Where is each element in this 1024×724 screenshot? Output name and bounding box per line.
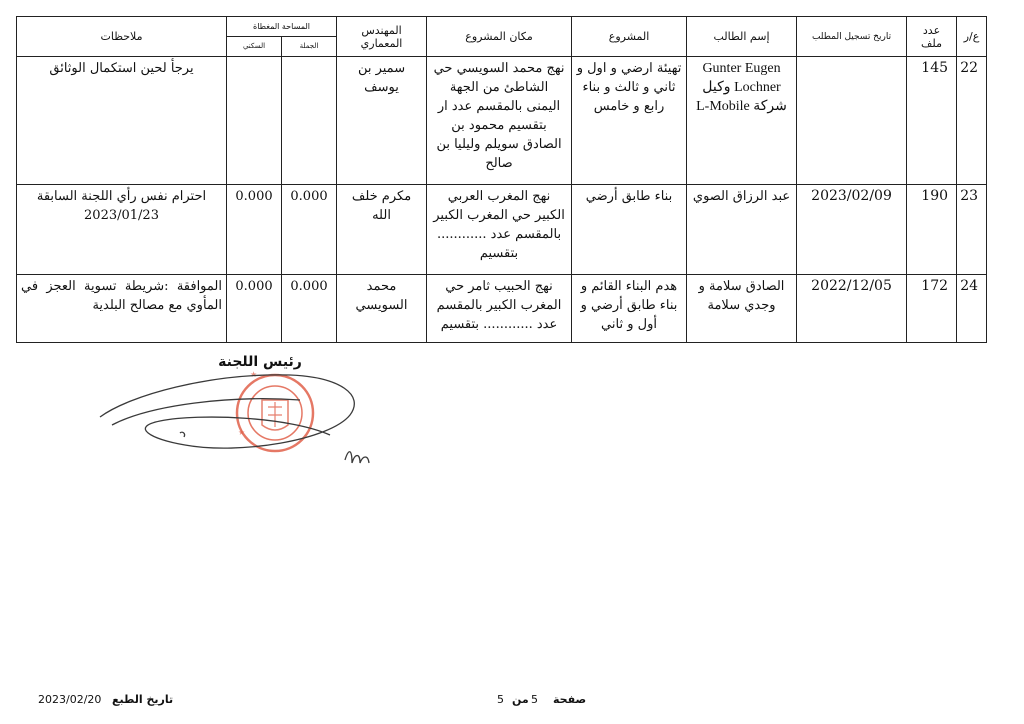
cell-applicant: الصادق سلامة و وجدي سلامة bbox=[687, 275, 797, 343]
cell-notes: الموافقة :شريطة تسوية العجز في المأوي مع مصالح البلدية bbox=[17, 275, 227, 343]
cell-notes: يرجأ لحين استكمال الوثائق bbox=[17, 57, 227, 185]
cell-no: 24 bbox=[957, 275, 987, 343]
cell-area-residential bbox=[227, 57, 282, 185]
cell-area-residential: 0.000 bbox=[227, 185, 282, 275]
header-area-total: الجملة bbox=[282, 37, 337, 57]
cell-registration-date bbox=[797, 57, 907, 185]
cell-architect: سمير بن يوسف bbox=[337, 57, 427, 185]
cell-no: 23 bbox=[957, 185, 987, 275]
handwritten-signature bbox=[100, 375, 369, 463]
print-date-label: تاريخ الطبع bbox=[112, 693, 174, 706]
records-sheet bbox=[16, 16, 986, 343]
cell-location: نهج الحبيب ثامر حي المغرب الكبير بالمقسم عدد ............ بتقسيم bbox=[427, 275, 572, 343]
print-date-value: 2023/02/20 bbox=[38, 693, 102, 706]
table-row bbox=[17, 57, 987, 185]
cell-applicant: Gunter Eugen Lochner وكيل شركة L-Mobile bbox=[687, 57, 797, 185]
page-current: 5 bbox=[531, 693, 538, 706]
cell-project: بناء طابق أرضي bbox=[572, 185, 687, 275]
page-footer bbox=[0, 693, 1024, 713]
header-notes: ملاحظات bbox=[17, 17, 227, 57]
page-total: 5 bbox=[497, 693, 504, 706]
cell-file-number: 190 bbox=[907, 185, 957, 275]
cell-area-total bbox=[282, 57, 337, 185]
header-location: مكان المشروع bbox=[427, 17, 572, 57]
cell-file-number: 145 bbox=[907, 57, 957, 185]
cell-area-residential: 0.000 bbox=[227, 275, 282, 343]
cell-area-total: 0.000 bbox=[282, 275, 337, 343]
cell-project: تهيئة ارضي و اول و ثاني و ثالث و بناء رابع و خامس bbox=[572, 57, 687, 185]
committee-president-label: رئيس اللجنة bbox=[218, 354, 302, 370]
header-covered-area: المساحة المغطاة bbox=[227, 17, 337, 37]
cell-architect: مكرم خلف الله bbox=[337, 185, 427, 275]
cell-registration-date: 2023/02/09 bbox=[797, 185, 907, 275]
cell-project: هدم البناء القائم و بناء طابق أرضي و أول و ثاني bbox=[572, 275, 687, 343]
cell-architect: محمد السويسي bbox=[337, 275, 427, 343]
header-applicant: إسم الطالب bbox=[687, 17, 797, 57]
header-architect: المهندس المعماري bbox=[337, 17, 427, 57]
page-of-label: من bbox=[512, 693, 529, 706]
cell-applicant: عبد الرزاق الصوي bbox=[687, 185, 797, 275]
svg-text:★: ★ bbox=[238, 428, 246, 437]
cell-location: نهج المغرب العربي الكبير حي المغرب الكبير بالمقسم عدد ............ بتقسيم bbox=[427, 185, 572, 275]
signature-and-seal bbox=[90, 355, 390, 485]
cell-notes: احترام نفس رأي اللجنة السابقة 2023/01/23 bbox=[17, 185, 227, 275]
header-no: ع/ر bbox=[957, 17, 987, 57]
cell-no: 22 bbox=[957, 57, 987, 185]
cell-location: نهج محمد السويسي حي الشاطئ من الجهة اليمنى بالمقسم عدد ار بتقسيم محمود بن الصادق سويلم وليليا بن صالح bbox=[427, 57, 572, 185]
cell-registration-date: 2022/12/05 bbox=[797, 275, 907, 343]
table-row bbox=[17, 185, 987, 275]
header-project: المشروع bbox=[572, 17, 687, 57]
page-label: صفحة bbox=[553, 693, 587, 706]
cell-file-number: 172 bbox=[907, 275, 957, 343]
table-row bbox=[17, 275, 987, 343]
records-table bbox=[16, 16, 987, 343]
header-file-number: عدد ملف bbox=[907, 17, 957, 57]
svg-text:★: ★ bbox=[250, 370, 258, 379]
header-area-residential: السكني bbox=[227, 37, 282, 57]
cell-area-total: 0.000 bbox=[282, 185, 337, 275]
header-registration-date: تاريخ تسجيل المطلب bbox=[797, 17, 907, 57]
